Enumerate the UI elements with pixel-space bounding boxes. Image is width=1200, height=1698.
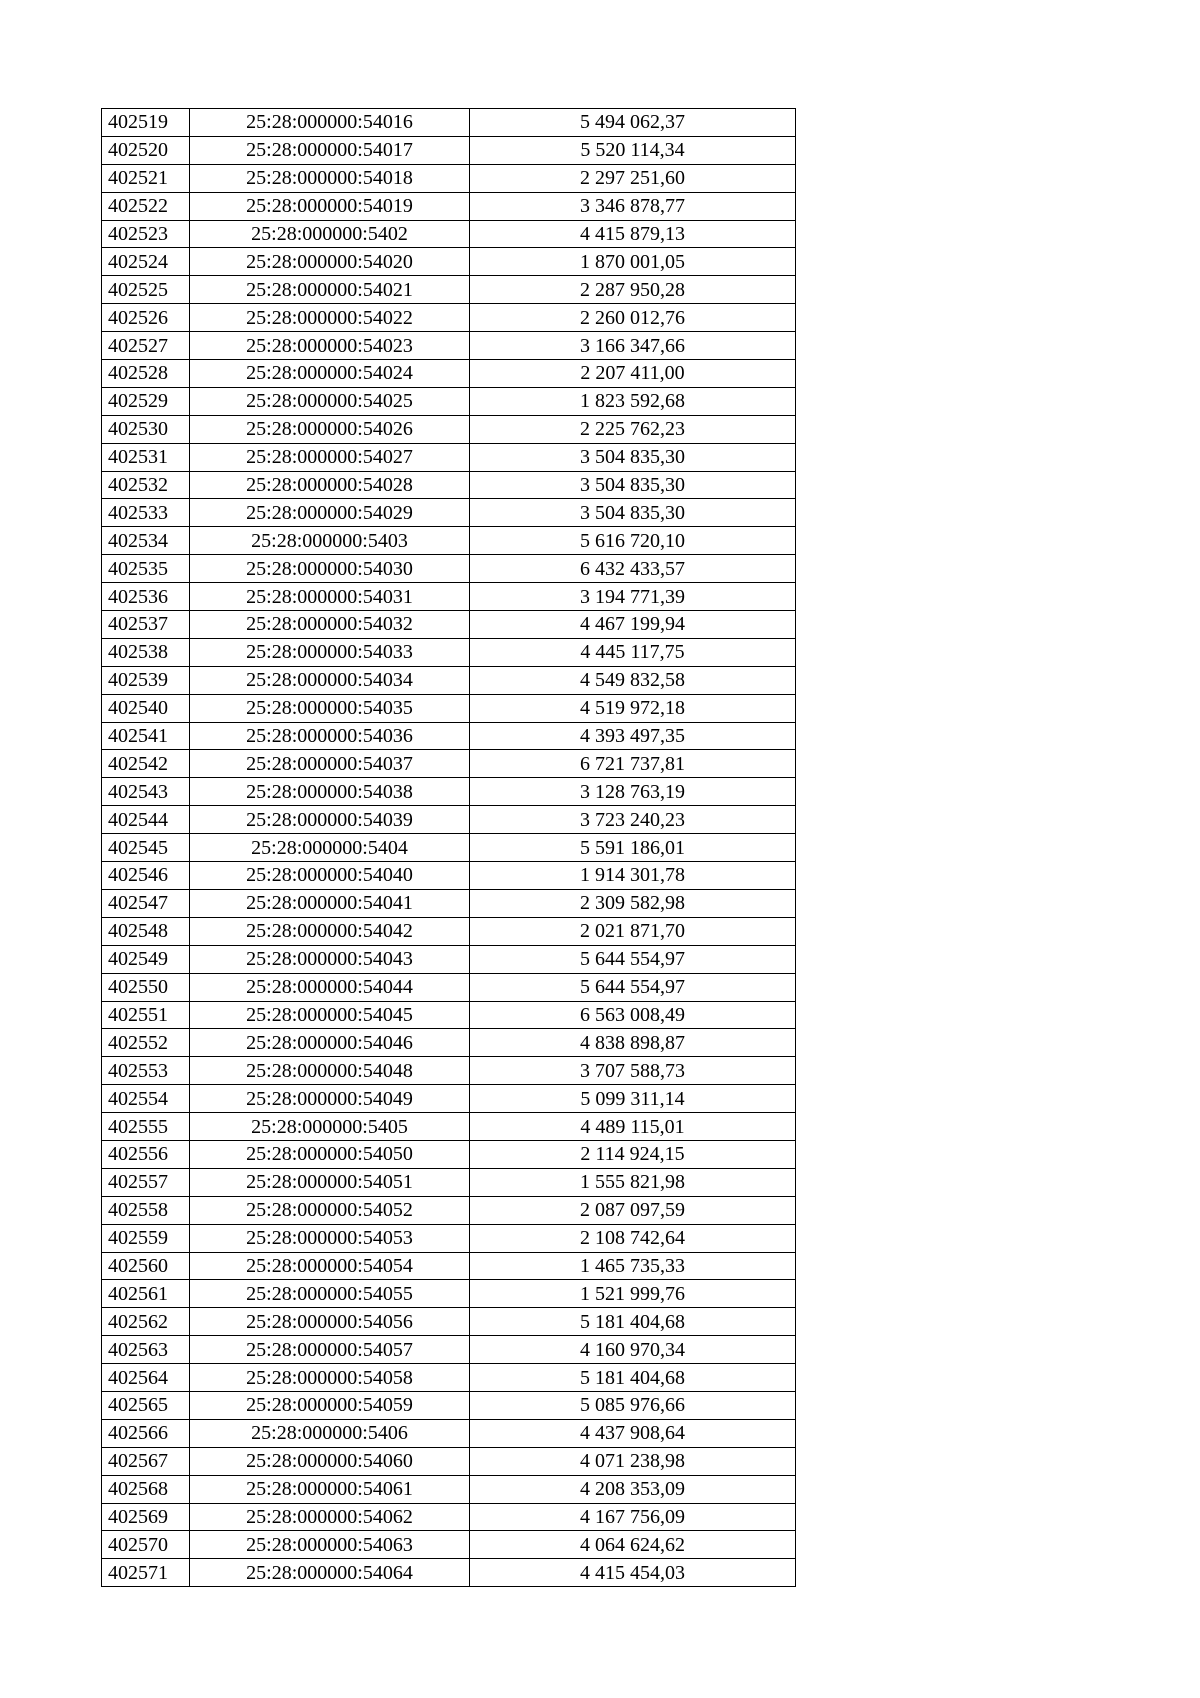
value-cell: 1 870 001,05 [470,248,796,276]
row-number-cell: 402555 [102,1113,190,1141]
value-cell: 2 207 411,00 [470,360,796,388]
row-number-cell: 402551 [102,1001,190,1029]
value-cell: 3 504 835,30 [470,499,796,527]
table-row [102,1447,796,1475]
value-cell: 4 415 879,13 [470,220,796,248]
table-row [102,1364,796,1392]
cadastral-number-cell: 25:28:000000:54044 [190,973,470,1001]
table-row [102,415,796,443]
value-cell: 3 723 240,23 [470,806,796,834]
cadastral-number-cell: 25:28:000000:54038 [190,778,470,806]
row-number-cell: 402565 [102,1391,190,1419]
cadastral-number-cell: 25:28:000000:54028 [190,471,470,499]
table-row [102,638,796,666]
table-row [102,1475,796,1503]
row-number-cell: 402528 [102,360,190,388]
table-row [102,443,796,471]
cadastral-number-cell: 25:28:000000:54032 [190,611,470,639]
table-row [102,945,796,973]
cadastral-number-cell: 25:28:000000:5404 [190,834,470,862]
row-number-cell: 402536 [102,583,190,611]
cadastral-number-cell: 25:28:000000:54058 [190,1364,470,1392]
table-row [102,192,796,220]
cadastral-number-cell: 25:28:000000:54019 [190,192,470,220]
cadastral-number-cell: 25:28:000000:54033 [190,638,470,666]
row-number-cell: 402563 [102,1336,190,1364]
table-row [102,1531,796,1559]
row-number-cell: 402540 [102,694,190,722]
table-row [102,1559,796,1587]
row-number-cell: 402561 [102,1280,190,1308]
row-number-cell: 402519 [102,109,190,137]
value-cell: 4 415 454,03 [470,1559,796,1587]
cadastral-number-cell: 25:28:000000:54060 [190,1447,470,1475]
value-cell: 1 555 821,98 [470,1168,796,1196]
table-row [102,1391,796,1419]
value-cell: 5 181 404,68 [470,1364,796,1392]
value-cell: 2 108 742,64 [470,1224,796,1252]
cadastral-number-cell: 25:28:000000:54022 [190,304,470,332]
row-number-cell: 402564 [102,1364,190,1392]
cadastral-number-cell: 25:28:000000:54020 [190,248,470,276]
cadastral-number-cell: 25:28:000000:54039 [190,806,470,834]
row-number-cell: 402557 [102,1168,190,1196]
table-row [102,806,796,834]
cadastral-number-cell: 25:28:000000:54021 [190,276,470,304]
cadastral-number-cell: 25:28:000000:54052 [190,1196,470,1224]
table-row [102,1308,796,1336]
row-number-cell: 402534 [102,527,190,555]
value-cell: 2 225 762,23 [470,415,796,443]
row-number-cell: 402539 [102,666,190,694]
table-row [102,555,796,583]
value-cell: 3 194 771,39 [470,583,796,611]
row-number-cell: 402545 [102,834,190,862]
row-number-cell: 402523 [102,220,190,248]
value-cell: 4 160 970,34 [470,1336,796,1364]
value-cell: 4 838 898,87 [470,1029,796,1057]
table-row [102,1113,796,1141]
cadastral-number-cell: 25:28:000000:54050 [190,1140,470,1168]
row-number-cell: 402530 [102,415,190,443]
row-number-cell: 402522 [102,192,190,220]
cadastral-number-cell: 25:28:000000:54024 [190,360,470,388]
cadastral-number-cell: 25:28:000000:54041 [190,889,470,917]
cadastral-number-cell: 25:28:000000:54059 [190,1391,470,1419]
table-row [102,1168,796,1196]
value-cell: 5 644 554,97 [470,945,796,973]
row-number-cell: 402532 [102,471,190,499]
row-number-cell: 402559 [102,1224,190,1252]
table-row [102,332,796,360]
value-cell: 2 021 871,70 [470,917,796,945]
row-number-cell: 402560 [102,1252,190,1280]
table-row [102,1419,796,1447]
value-cell: 4 437 908,64 [470,1419,796,1447]
row-number-cell: 402524 [102,248,190,276]
row-number-cell: 402538 [102,638,190,666]
value-cell: 3 504 835,30 [470,471,796,499]
value-cell: 1 465 735,33 [470,1252,796,1280]
row-number-cell: 402535 [102,555,190,583]
table-row [102,1029,796,1057]
cadastral-number-cell: 25:28:000000:5405 [190,1113,470,1141]
cadastral-number-cell: 25:28:000000:54045 [190,1001,470,1029]
row-number-cell: 402544 [102,806,190,834]
cadastral-number-cell: 25:28:000000:54062 [190,1503,470,1531]
value-cell: 2 297 251,60 [470,164,796,192]
value-cell: 2 287 950,28 [470,276,796,304]
row-number-cell: 402533 [102,499,190,527]
value-cell: 6 563 008,49 [470,1001,796,1029]
row-number-cell: 402547 [102,889,190,917]
cadastral-number-cell: 25:28:000000:54034 [190,666,470,694]
cadastral-number-cell: 25:28:000000:54036 [190,722,470,750]
row-number-cell: 402549 [102,945,190,973]
table-row [102,527,796,555]
cadastral-number-cell: 25:28:000000:5406 [190,1419,470,1447]
value-cell: 1 521 999,76 [470,1280,796,1308]
table-row [102,1140,796,1168]
cadastral-number-cell: 25:28:000000:54031 [190,583,470,611]
cadastral-value-table [101,108,796,1587]
row-number-cell: 402525 [102,276,190,304]
row-number-cell: 402558 [102,1196,190,1224]
row-number-cell: 402529 [102,387,190,415]
row-number-cell: 402556 [102,1140,190,1168]
value-cell: 5 494 062,37 [470,109,796,137]
value-cell: 4 445 117,75 [470,638,796,666]
table-row [102,1196,796,1224]
value-cell: 2 087 097,59 [470,1196,796,1224]
value-cell: 4 393 497,35 [470,722,796,750]
table-row [102,889,796,917]
table-row [102,1224,796,1252]
cadastral-number-cell: 25:28:000000:54029 [190,499,470,527]
value-cell: 4 071 238,98 [470,1447,796,1475]
table-row [102,109,796,137]
table-row [102,499,796,527]
value-cell: 2 309 582,98 [470,889,796,917]
value-cell: 2 114 924,15 [470,1140,796,1168]
table-row [102,164,796,192]
value-cell: 4 208 353,09 [470,1475,796,1503]
cadastral-number-cell: 25:28:000000:54043 [190,945,470,973]
table-row [102,220,796,248]
value-cell: 5 616 720,10 [470,527,796,555]
table-row [102,1336,796,1364]
table-row [102,360,796,388]
row-number-cell: 402566 [102,1419,190,1447]
cadastral-number-cell: 25:28:000000:54056 [190,1308,470,1336]
cadastral-number-cell: 25:28:000000:54046 [190,1029,470,1057]
table-row [102,917,796,945]
row-number-cell: 402521 [102,164,190,192]
value-cell: 2 260 012,76 [470,304,796,332]
cadastral-number-cell: 25:28:000000:54055 [190,1280,470,1308]
table-row [102,248,796,276]
cadastral-number-cell: 25:28:000000:54018 [190,164,470,192]
row-number-cell: 402554 [102,1085,190,1113]
table-row [102,1280,796,1308]
table-row [102,1085,796,1113]
value-cell: 3 166 347,66 [470,332,796,360]
value-cell: 5 644 554,97 [470,973,796,1001]
cadastral-number-cell: 25:28:000000:54035 [190,694,470,722]
value-cell: 5 591 186,01 [470,834,796,862]
cadastral-number-cell: 25:28:000000:54025 [190,387,470,415]
table-row [102,722,796,750]
value-cell: 4 064 624,62 [470,1531,796,1559]
cadastral-number-cell: 25:28:000000:54063 [190,1531,470,1559]
value-cell: 5 181 404,68 [470,1308,796,1336]
cadastral-number-cell: 25:28:000000:54040 [190,862,470,890]
value-cell: 5 520 114,34 [470,136,796,164]
table-row [102,834,796,862]
table-row [102,583,796,611]
cadastral-number-cell: 25:28:000000:54061 [190,1475,470,1503]
row-number-cell: 402546 [102,862,190,890]
cadastral-number-cell: 25:28:000000:54049 [190,1085,470,1113]
cadastral-number-cell: 25:28:000000:54030 [190,555,470,583]
value-cell: 6 432 433,57 [470,555,796,583]
row-number-cell: 402537 [102,611,190,639]
cadastral-number-cell: 25:28:000000:54054 [190,1252,470,1280]
row-number-cell: 402569 [102,1503,190,1531]
cadastral-number-cell: 25:28:000000:54048 [190,1057,470,1085]
table-row [102,778,796,806]
table-row [102,1001,796,1029]
cadastral-number-cell: 25:28:000000:5403 [190,527,470,555]
table-row [102,387,796,415]
value-cell: 4 549 832,58 [470,666,796,694]
value-cell: 1 914 301,78 [470,862,796,890]
value-cell: 6 721 737,81 [470,750,796,778]
table-row [102,304,796,332]
value-cell: 3 707 588,73 [470,1057,796,1085]
row-number-cell: 402541 [102,722,190,750]
cadastral-number-cell: 25:28:000000:54023 [190,332,470,360]
value-cell: 5 085 976,66 [470,1391,796,1419]
row-number-cell: 402543 [102,778,190,806]
value-cell: 3 504 835,30 [470,443,796,471]
cadastral-number-cell: 25:28:000000:54027 [190,443,470,471]
row-number-cell: 402548 [102,917,190,945]
cadastral-number-cell: 25:28:000000:54051 [190,1168,470,1196]
row-number-cell: 402568 [102,1475,190,1503]
value-cell: 1 823 592,68 [470,387,796,415]
cadastral-number-cell: 25:28:000000:54057 [190,1336,470,1364]
cadastral-number-cell: 25:28:000000:54053 [190,1224,470,1252]
table-row [102,136,796,164]
table-row [102,694,796,722]
row-number-cell: 402527 [102,332,190,360]
cadastral-number-cell: 25:28:000000:54042 [190,917,470,945]
cadastral-number-cell: 25:28:000000:5402 [190,220,470,248]
row-number-cell: 402571 [102,1559,190,1587]
row-number-cell: 402526 [102,304,190,332]
row-number-cell: 402562 [102,1308,190,1336]
row-number-cell: 402542 [102,750,190,778]
table-row [102,611,796,639]
cadastral-number-cell: 25:28:000000:54064 [190,1559,470,1587]
value-cell: 4 467 199,94 [470,611,796,639]
value-cell: 4 167 756,09 [470,1503,796,1531]
table-row [102,471,796,499]
table-row [102,1057,796,1085]
table-row [102,973,796,1001]
row-number-cell: 402531 [102,443,190,471]
table-body [102,109,796,1587]
cadastral-number-cell: 25:28:000000:54016 [190,109,470,137]
table-row [102,750,796,778]
row-number-cell: 402552 [102,1029,190,1057]
cadastral-number-cell: 25:28:000000:54037 [190,750,470,778]
value-cell: 5 099 311,14 [470,1085,796,1113]
cadastral-number-cell: 25:28:000000:54026 [190,415,470,443]
row-number-cell: 402570 [102,1531,190,1559]
value-cell: 3 128 763,19 [470,778,796,806]
table-row [102,1503,796,1531]
table-row [102,666,796,694]
row-number-cell: 402520 [102,136,190,164]
row-number-cell: 402550 [102,973,190,1001]
row-number-cell: 402553 [102,1057,190,1085]
table-row [102,1252,796,1280]
table-row [102,276,796,304]
value-cell: 4 519 972,18 [470,694,796,722]
table-row [102,862,796,890]
cadastral-number-cell: 25:28:000000:54017 [190,136,470,164]
value-cell: 3 346 878,77 [470,192,796,220]
value-cell: 4 489 115,01 [470,1113,796,1141]
row-number-cell: 402567 [102,1447,190,1475]
